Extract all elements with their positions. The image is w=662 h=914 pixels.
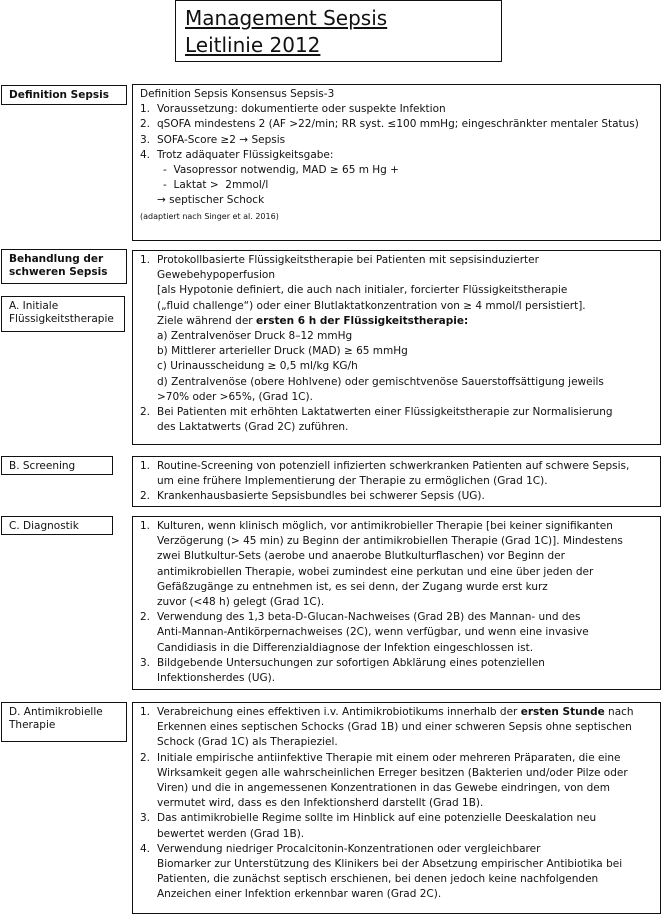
antimikrobiell-item-2-line-1: 2. Initiale empirische antiinfektive Therapie mit einem oder mehreren Präparaten, die eine — [157, 751, 621, 764]
antimikrobiell-item-4-line-2: Biomarker zur Unterstützung des Klinikers bei der Absetzung empirischer Antibiotika bei — [157, 858, 623, 871]
diagnostik-item-3-line-1: 3. Bildgebende Untersuchungen zur sofortigen Abklärung eines potenziellen — [157, 656, 545, 669]
diagnostik-item-2-line-1: 2. Verwendung des 1,3 beta-D-Glucan-Nachweises (Grad 2B) des Mannan- und des — [157, 611, 581, 624]
goal-a: a) Zentralvenöser Druck 8–12 mmHg — [157, 330, 353, 343]
antimikrobiell-item-1-line-3: Schock (Grad 1C) als Therapieziel. — [157, 736, 338, 749]
item-1-bold-text: ersten Stunde — [520, 706, 605, 718]
diagnostik-item-1-line-2: Verzögerung (> 45 min) zu Beginn der antimikrobiellen Therapie (Grad 1C)]. Mindestens — [157, 535, 623, 548]
definition-list — [140, 102, 652, 208]
label-diagnostik: C. Diagnostik — [1, 516, 113, 535]
definition-sub-3: → septischer Schock — [157, 194, 265, 207]
diagnostik-item-2-line-2: Anti-Mannan-Antikörpernachweises (2C), wenn verfügbar, und wenn eine invasive — [157, 626, 589, 639]
behandlung-list — [140, 253, 652, 435]
screening-item-1 — [140, 459, 652, 489]
diagnostik-item-1-line-1: 1. Kulturen, wenn klinisch möglich, vor antimikrobieller Therapie [bei keiner signifikanten — [157, 520, 613, 532]
definition-sub-1: - Vasopressor notwendig, MAD ≥ 65 m Hg + — [163, 164, 399, 177]
goal-bold-text: ersten 6 h der Flüssigkeitstherapie: — [255, 314, 469, 327]
antimikrobiell-item-2 — [140, 751, 652, 812]
definition-item-3: 3. SOFA-Score ≥2 → Sepsis — [140, 133, 652, 148]
antimikrobiell-item-2-line-4: vermutet wird, dass es den Infektionsherd darstellt (Grad 1B). — [157, 797, 484, 810]
behandlung-item-2-line-1: 2. Bei Patienten mit erhöhten Laktatwerten einer Flüssigkeitstherapie zur Normalisierung — [157, 406, 613, 419]
definition-item-4 — [140, 148, 652, 209]
behandlung-goal — [157, 314, 652, 329]
antimikrobiell-item-4-line-3: Patienten, die zunächst septisch erschienen, bei denen jedoch keine nachfolgenden — [157, 873, 599, 886]
behandlung-content — [132, 250, 661, 445]
label-initiale-fluessigkeitstherapie: A. Initiale Flüssigkeitstherapie — [1, 296, 125, 332]
definition-item-2: 2. qSOFA mindestens 2 (AF >22/min; RR syst. ≤100 mmHg; eingeschränkter mentaler Status) — [140, 117, 652, 132]
antimikrobiell-item-2-line-3: Viren) und die in angemessenen Konzentrationen in das Gewebe eindringen, von dem — [157, 782, 610, 795]
diagnostik-item-1-line-3: zwei Blutkultur-Sets (aerobe und anaerobe Blutkulturflaschen) vor Beginn der — [157, 550, 565, 563]
behandlung-item-1-line-3: [als Hypotonie definiert, die auch nach initialer, forcierter Flüssigkeitstherapie — [157, 284, 568, 297]
diagnostik-item-2-line-3: Candidiasis in die Differenzialdiagnose der Infektion eingeschlossen ist. — [157, 641, 534, 654]
definition-item-4-text: 4. Trotz adäquater Flüssigkeitsgabe: — [157, 148, 334, 161]
diagnostik-item-2 — [140, 610, 652, 656]
diagnostik-item-1-line-6: zuvor (<48 h) gelegt (Grad 1C). — [157, 596, 325, 609]
antimikrobiell-item-3-line-1: 3. Das antimikrobielle Regime sollte im Hinblick auf eine potenzielle Deeskalation neu — [157, 812, 597, 825]
title-line-2: Leitlinie 2012 — [185, 33, 321, 57]
title-box — [175, 0, 502, 62]
antimikrobiell-item-4-line-1: 4. Verwendung niedriger Procalcitonin-Konzentrationen oder vergleichbarer — [157, 842, 541, 855]
behandlung-item-1-line-1: 1. Protokollbasierte Flüssigkeitstherapie bei Patienten mit sepsisinduzierter — [157, 254, 539, 266]
antimikrobiell-list — [140, 705, 652, 903]
goal-text: Ziele während der — [157, 314, 256, 327]
behandlung-item-1 — [140, 253, 652, 405]
diagnostik-item-3 — [140, 656, 652, 686]
definition-content — [132, 84, 661, 241]
definition-item-1: 1. Voraussetzung: dokumentierte oder suspekte Infektion — [140, 102, 652, 117]
diagnostik-item-1-line-4: antimikrobiellen Therapie, wobei zumindest eine perkutan und eine über jeden der — [157, 565, 594, 578]
goal-d-line-2: >70% oder >65%, (Grad 1C). — [157, 390, 313, 403]
item-1-text: Verabreichung eines effektiven i.v. Antimikrobiotikums innerhalb der — [157, 706, 521, 718]
behandlung-item-1-line-4: („fluid challenge“) oder einer Blutlaktatkonzentration von ≥ 4 mmol/l persistiert]. — [157, 299, 586, 312]
label-behandlung: Behandlung der schweren Sepsis — [1, 249, 127, 284]
definition-sub-2: - Laktat > 2mmol/l — [163, 179, 269, 192]
screening-item-1-line-2: um eine frühere Implementierung der Therapie zu ermöglichen (Grad 1C). — [157, 475, 548, 488]
goal-d-line-1: d) Zentralvenöse (obere Hohlvene) oder gemischtvenöse Sauerstoffsättigung jeweils — [157, 375, 604, 388]
diagnostik-item-3-line-2: Infektionsherdes (UG). — [157, 672, 276, 685]
antimikrobiell-content — [132, 702, 661, 914]
antimikrobiell-item-1 — [140, 705, 652, 751]
antimikrobiell-item-1-line-1 — [157, 705, 652, 720]
antimikrobiell-item-1-line-2: Erkennen eines septischen Schocks (Grad 1B) und einer schweren Sepsis ohne septischen — [157, 721, 632, 734]
title-line-1: Management Sepsis — [185, 6, 388, 30]
diagnostik-item-1-line-5: Gefäßzugänge zu entnehmen ist, es sei denn, der Zugang wurde erst kurz — [157, 580, 548, 593]
goal-c: c) Urinausscheidung ≥ 0,5 ml/kg KG/h — [157, 360, 358, 373]
behandlung-item-2 — [140, 405, 652, 435]
behandlung-item-1-line-2: Gewebehypoperfusion — [157, 269, 275, 282]
behandlung-item-2-line-2: des Laktatwerts (Grad 2C) zuführen. — [157, 421, 349, 434]
diagnostik-content — [132, 516, 661, 690]
diagnostik-item-1 — [140, 519, 652, 610]
screening-item-1-line-1: 1. Routine-Screening von potenziell infizierten schwerkranken Patienten auf schwere Sepsis, — [157, 460, 630, 472]
label-screening: B. Screening — [1, 456, 113, 475]
item-1-text-end: nach — [604, 706, 634, 718]
diagnostik-list — [140, 519, 652, 686]
label-antimikrobielle-therapie: D. Antimikrobielle Therapie — [1, 702, 127, 742]
antimikrobiell-item-4-line-4: Anzeichen einer Infektion erkennbar waren (Grad 2C). — [157, 888, 442, 901]
antimikrobiell-item-4 — [140, 842, 652, 903]
screening-content — [132, 456, 661, 507]
screening-item-2: 2. Krankenhausbasierte Sepsisbundles bei schwerer Sepsis (UG). — [140, 489, 652, 504]
definition-heading: Definition Sepsis Konsensus Sepsis-3 — [140, 88, 335, 100]
label-definition-sepsis: Definition Sepsis — [1, 85, 127, 105]
antimikrobiell-item-3-line-2: bewertet werden (Grad 1B). — [157, 827, 305, 840]
screening-list — [140, 459, 652, 505]
antimikrobiell-item-2-line-2: Wirksamkeit gegen alle wahrscheinlichen Erreger besitzen (Bakterien und/oder Pilze oder — [157, 766, 628, 779]
definition-source: (adaptiert nach Singer et al. 2016) — [140, 211, 279, 221]
antimikrobiell-item-3 — [140, 811, 652, 841]
goal-b: b) Mittlerer arterieller Druck (MAD) ≥ 65 mmHg — [157, 345, 408, 358]
